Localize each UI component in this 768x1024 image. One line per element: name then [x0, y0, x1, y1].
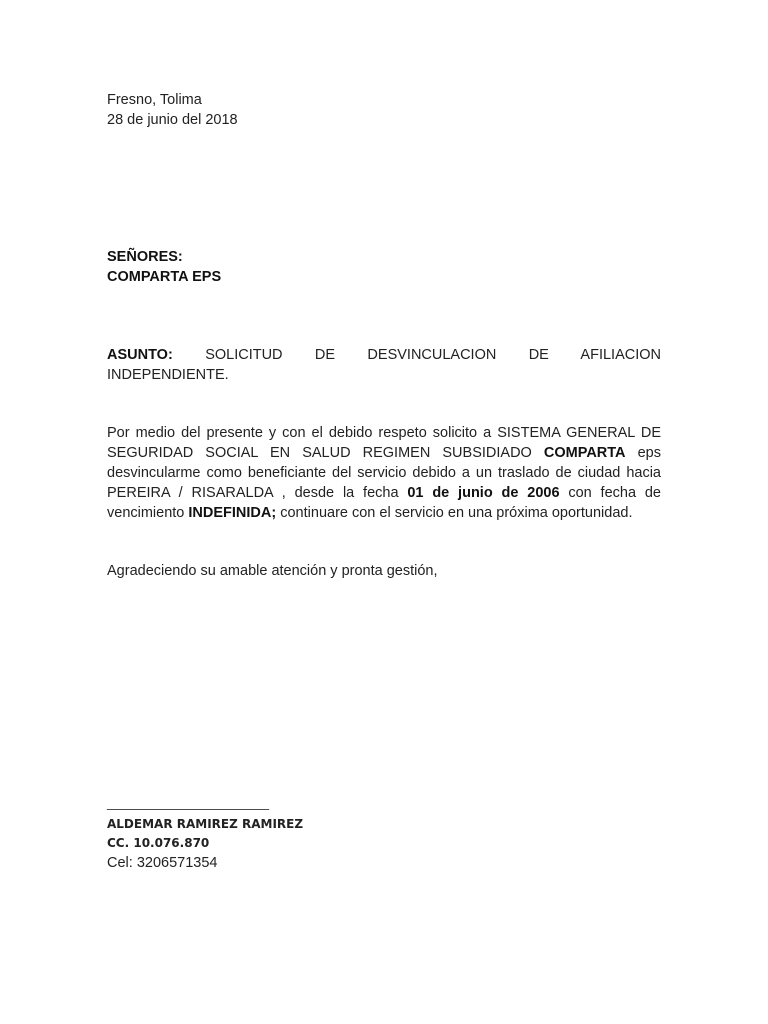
subject-label: ASUNTO:	[107, 347, 173, 363]
signer-name: ALDEMAR RAMIREZ RAMIREZ	[107, 817, 304, 831]
closing-line: Agradeciendo su amable atención y pronta gestión,	[107, 563, 438, 579]
body-expiry: INDEFINIDA;	[188, 505, 277, 521]
body-date: 01 de junio de 2006	[407, 485, 560, 501]
date-line: 28 de junio del 2018	[107, 112, 238, 128]
place-line: Fresno, Tolima	[107, 92, 202, 108]
body-part3: con fecha de vencimiento	[107, 485, 661, 521]
recipient-name: COMPARTA EPS	[107, 269, 222, 285]
body-part4: continuare con el servicio en una próxima oportunidad.	[276, 505, 633, 521]
signer-id: CC. 10.076.870	[107, 836, 210, 850]
subject-text-line1: SOLICITUD DE DESVINCULACION DE AFILIACION	[205, 347, 662, 363]
subject-line	[107, 345, 661, 365]
signer-phone: Cel: 3206571354	[107, 855, 218, 871]
subject-text-line2: INDEPENDIENTE.	[107, 367, 229, 383]
body-part2: eps desvincularme como beneficiante del servicio debido a un traslado de ciudad hacia PEREIRA / RISARALDA , desde la fecha	[107, 445, 661, 501]
body-eps-name: COMPARTA	[543, 445, 626, 461]
body-paragraph	[107, 423, 661, 523]
body-part1: Por medio del presente y con el debido respeto solicito a SISTEMA GENERAL DE SEGURIDAD SOCIAL EN SALUD REGIMEN SUBSIDIADO	[107, 425, 661, 461]
signature-line: ___________________________	[107, 796, 269, 810]
salutation: SEÑORES:	[107, 249, 183, 265]
